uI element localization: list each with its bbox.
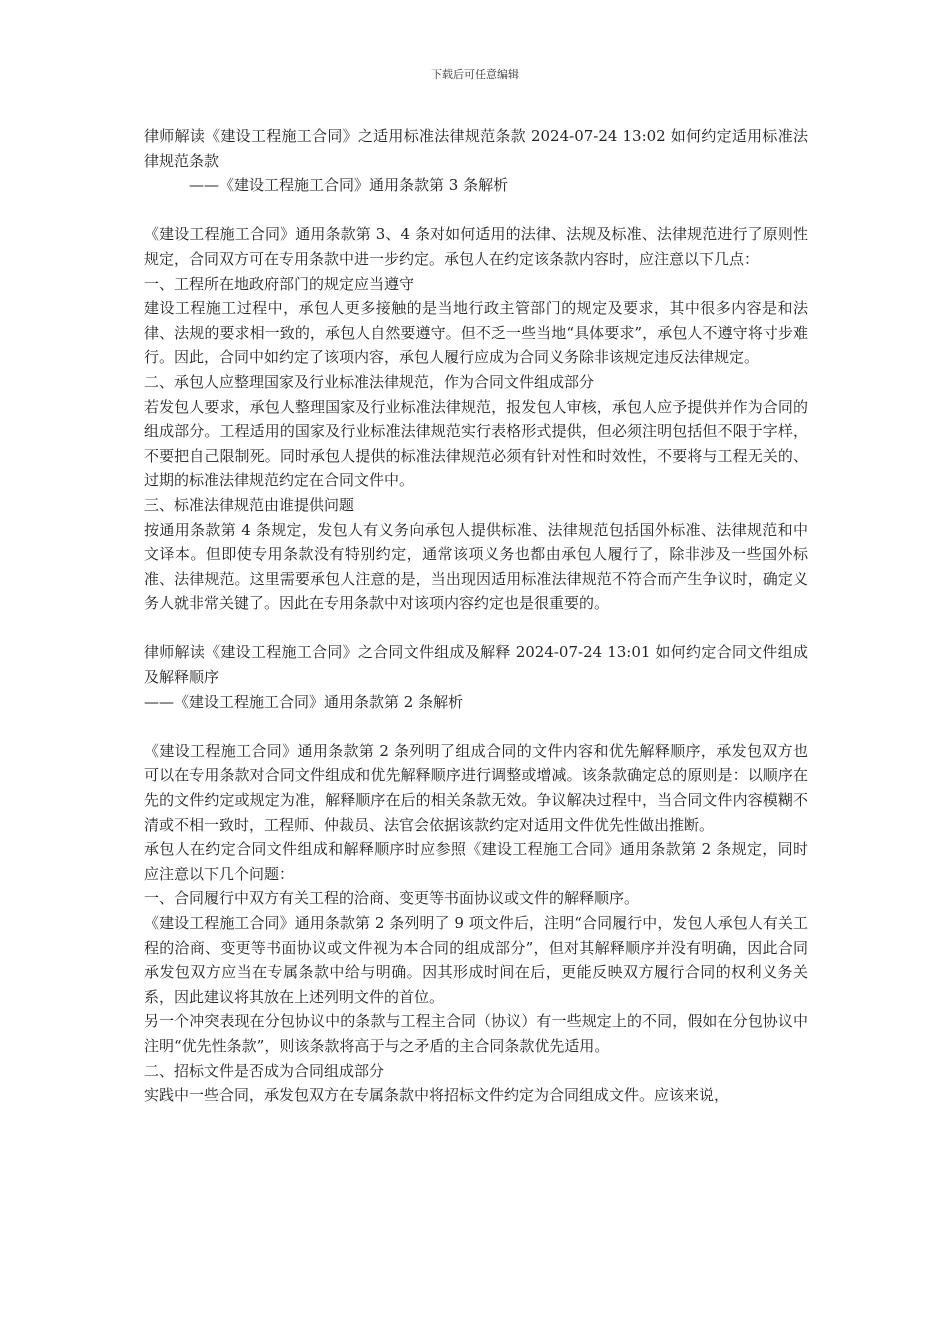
- article2-paragraph: 《建设工程施工合同》通用条款第 2 条列明了组成合同的文件内容和优先解释顺序，承发包双方也可以在专用条款对合同文件组成和优先解释顺序进行调整或增减。该条款确定总的原则是：以顺序在先的文件约定或规定为准，解释顺序在后的相关条款无效。争议解决过程中，当合同文件内容模糊不清或不相一致时，工程师、仲裁员、法官会依据该款约定对适用文件优先性做出推断。: [144, 741, 808, 834]
- article1-title: 律师解读《建设工程施工合同》之适用标准法律规范条款 2024-07-24 13:02 如何约定适用标准法律规范条款: [144, 127, 808, 170]
- article2-paragraph: 实践中一些合同，承发包双方在专属条款中将招标文件约定为合同组成文件。应该来说，: [144, 1086, 730, 1105]
- article2-paragraph: 另一个冲突表现在分包协议中的条款与工程主合同（协议）有一些规定上的不同，假如在分包协议中注明“优先性条款”，则该条款将高于与之矛盾的主合同条款优先适用。: [144, 1012, 808, 1055]
- article1-heading: 三、标准法律规范由谁提供问题: [144, 495, 355, 514]
- article2-heading: 一、合同履行中双方有关工程的洽商、变更等书面协议或文件的解释顺序。: [144, 889, 640, 908]
- article1-subtitle: ——《建设工程施工合同》通用条款第 3 条解析: [189, 176, 509, 195]
- article1-heading: 一、工程所在地政府部门的规定应当遵守: [144, 274, 415, 293]
- article1-heading: 二、承包人应整理国家及行业标准法律规范，作为合同文件组成部分: [144, 372, 595, 391]
- article1-paragraph: 建设工程施工过程中，承包人更多接触的是当地行政主管部门的规定及要求，其中很多内容是和法律、法规的要求相一致的，承包人自然要遵守。但不乏一些当地“具体要求”，承包人不遵守将寸步难行。因此，合同中如约定了该项内容，承包人履行应成为合同义务除非该规定违反法律规定。: [144, 299, 808, 367]
- spacer: [144, 198, 808, 223]
- document-body: [144, 124, 808, 1108]
- spacer: [144, 714, 808, 739]
- article2-heading: 二、招标文件是否成为合同组成部分: [144, 1061, 385, 1080]
- spacer: [144, 616, 808, 641]
- page-header: 下载后可任意编辑: [431, 68, 519, 81]
- article2-paragraph: 《建设工程施工合同》通用条款第 2 条列明了 9 项文件后，注明“合同履行中，发包人承包人有关工程的洽商、变更等书面协议或文件视为本合同的组成部分”，但对其解释顺序并没有明确，因此合同承发包双方应当在专属条款中给与明确。因其形成时间在后，更能反映双方履行合同的权利义务关系，因此建议将其放在上述列明文件的首位。: [144, 914, 808, 1006]
- article2-subtitle: ——《建设工程施工合同》通用条款第 2 条解析: [144, 692, 464, 711]
- article2-title: 律师解读《建设工程施工合同》之合同文件组成及解释 2024-07-24 13:01 如何约定合同文件组成及解释顺序: [144, 643, 808, 687]
- article2-paragraph: 承包人在约定合同文件组成和解释顺序时应参照《建设工程施工合同》通用条款第 2 条规定，同时应注意以下几个问题：: [144, 840, 808, 883]
- article1-paragraph: 若发包人要求，承包人整理国家及行业标准法律规范，报发包人审核，承包人应予提供并作为合同的组成部分。工程适用的国家及行业标准法律规范实行表格形式提供，但必须注明包括但不限于字样，不要把自己限制死。同时承包人提供的标准法律规范必须有针对性和时效性，不要将与工程无关的、过期的标准法律规范约定在合同文件中。: [144, 397, 808, 490]
- article1-paragraph: 按通用条款第 4 条规定，发包人有义务向承包人提供标准、法律规范包括国外标准、法律规范和中文译本。但即使专用条款没有特别约定，通常该项义务也都由承包人履行了，除非涉及一些国外标准、法律规范。这里需要承包人注意的是，当出现因适用标准法律规范不符合而产生争议时，确定义务人就非常关键了。因此在专用条款中对该项内容约定也是很重要的。: [144, 520, 808, 613]
- article1-paragraph: 《建设工程施工合同》通用条款第 3、4 条对如何适用的法律、法规及标准、法律规范进行了原则性规定，合同双方可在专用条款中进一步约定。承包人在约定该条款内容时，应注意以下几点：: [144, 225, 808, 268]
